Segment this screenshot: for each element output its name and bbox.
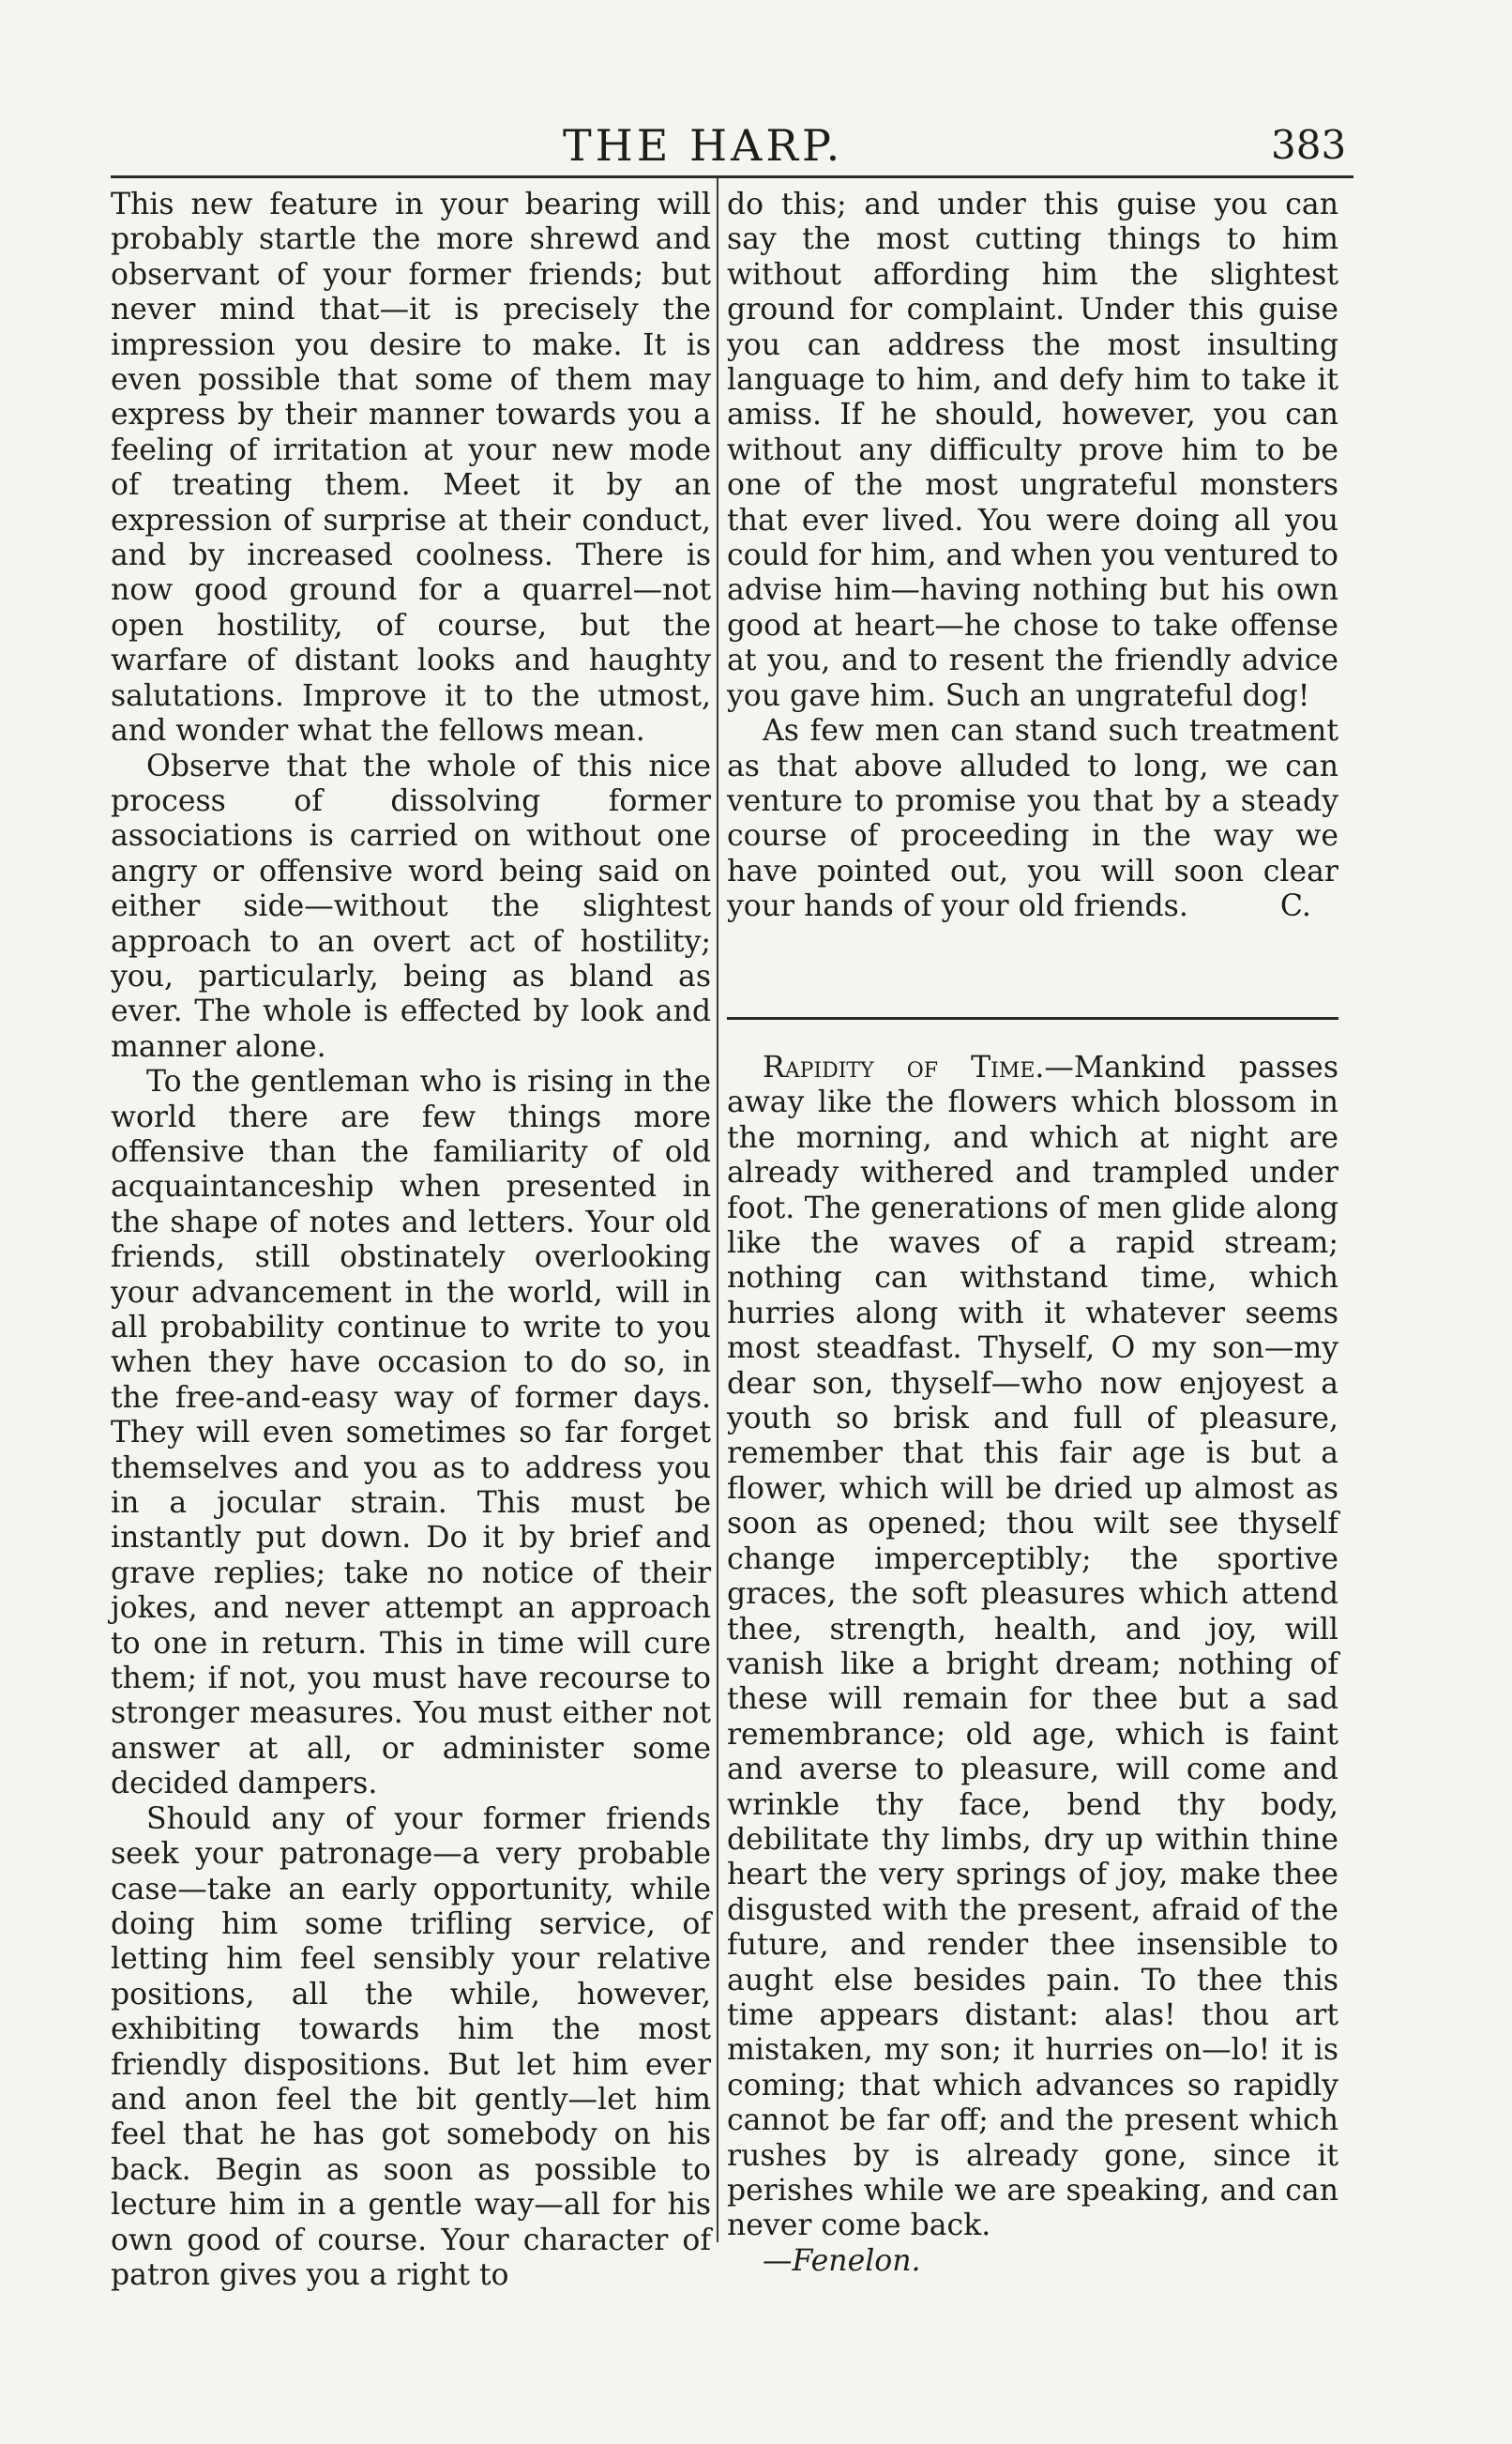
- article-body: —Mankind passes away like the flowers which blossom in the morning, and which at night are already withered and trampled under foot. The generations of men glide along like the waves of a rapid stream; nothing can withstand time, which hurries along with it whatever seems most steadfast. Thyself, O my son—my dear son, thyself—who now enjoyest a youth so brisk and full of pleasure, remember that this fair age is but a flower, which will be dried up almost as soon as opened; thou wilt see thyself change imperceptibly; the sportive graces, the soft pleasures which attend thee, strength, health, and joy, will vanish like a bright dream; nothing of these will remain for thee but a sad remembrance; old age, which is faint and averse to pleasure, will come and wrinkle thy face, bend thy body, debilitate thy limbs, dry up within thine heart the very springs of joy, make thee disgusted with the present, afraid of the future, and render thee insensible to aught else besides pain. To thee this time appears distant: alas! thou art mistaken, my son; it hurries on—lo! it is coming; that which advances so rapidly cannot be far off; and the present which rushes by is already gone, since it perishes while we are speaking, and can never come back.: [727, 1051, 1338, 2243]
- attribution: [727, 2244, 1338, 2279]
- article-paragraph: [727, 1051, 1338, 2244]
- paragraph-text: As few men can stand such treatment as that above alluded to long, we can venture to promise you that by a steady course of proceeding in the way we have pointed out, you will soon clear your hands of your old friends.: [727, 714, 1338, 924]
- column-divider: [717, 178, 718, 2242]
- right-column-top: [727, 188, 1338, 925]
- signature: C.: [1279, 889, 1311, 924]
- header-rule: [111, 175, 1353, 178]
- paragraph: This new feature in your bearing will probably startle the more shrewd and observant of your former friends; but never mind that—it is precisely the impression you desire to make. It is even possible that some of them may express by their manner towards you a feeling of irritation at your new mode of treating them. Meet it by an expression of surprise at their conduct, and by increased coolness. There is now good ground for a quarrel—not open hostility, of course, but the warfare of distant looks and haughty salutations. Improve it to the utmost, and wonder what the fellows mean.: [111, 188, 711, 749]
- page-number: 383: [1271, 122, 1347, 168]
- left-column: [111, 188, 711, 2293]
- paragraph: Observe that the whole of this nice process of dissolving former associations is carried on without one angry or offensive word being said on either side—without the slightest approach to an overt act of hostility; you, particularly, being as bland as ever. The whole is effected by look and manner alone.: [111, 749, 711, 1064]
- paragraph: [727, 714, 1338, 924]
- page-header: [0, 111, 1512, 171]
- running-title: THE HARP.: [563, 120, 844, 171]
- paragraph: To the gentleman who is rising in the world there are few things more offensive than the familiarity of old acquaintanceship when presented in the shape of notes and letters. Your old friends, still obstinately overlooking your advancement in the world, will in all probability continue to write to you when they have occasion to do so, in the free-and-easy way of former days. They will even sometimes so far forget themselves and you as to address you in a jocular strain. This must be instantly put down. Do it by brief and grave replies; take no notice of their jokes, and never attempt an approach to one in return. This in time will cure them; if not, you must have recourse to stronger measures. You must either not answer at all, or administer some decided dampers.: [111, 1065, 711, 1801]
- article-title: Rapidity of Time.: [763, 1051, 1045, 1085]
- section-rule: [727, 1017, 1338, 1020]
- right-column-article: [727, 1051, 1338, 2279]
- attribution-text: —Fenelon.: [763, 2243, 921, 2278]
- paragraph: Should any of your former friends seek your patronage—a very probable case—take an early opportunity, while doing him some trifling service, of letting him feel sensibly your relative positions, all the while, however, exhibiting towards him the most friendly dispositions. But let him ever and anon feel the bit gently—let him feel that he has got somebody on his back. Begin as soon as possible to lecture him in a gentle way—all for his own good of course. Your character of patron gives you a right to: [111, 1801, 711, 2292]
- paragraph: do this; and under this guise you can say the most cutting things to him without affording him the slightest ground for complaint. Under this guise you can address the most insulting language to him, and defy him to take it amiss. If he should, however, you can without any difficulty prove him to be one of the most ungrateful monsters that ever lived. You were doing all you could for him, and when you ventured to advise him—having nothing but his own good at heart—he chose to take offense at you, and to resent the friendly advice you gave him. Such an ungrateful dog!: [727, 188, 1338, 713]
